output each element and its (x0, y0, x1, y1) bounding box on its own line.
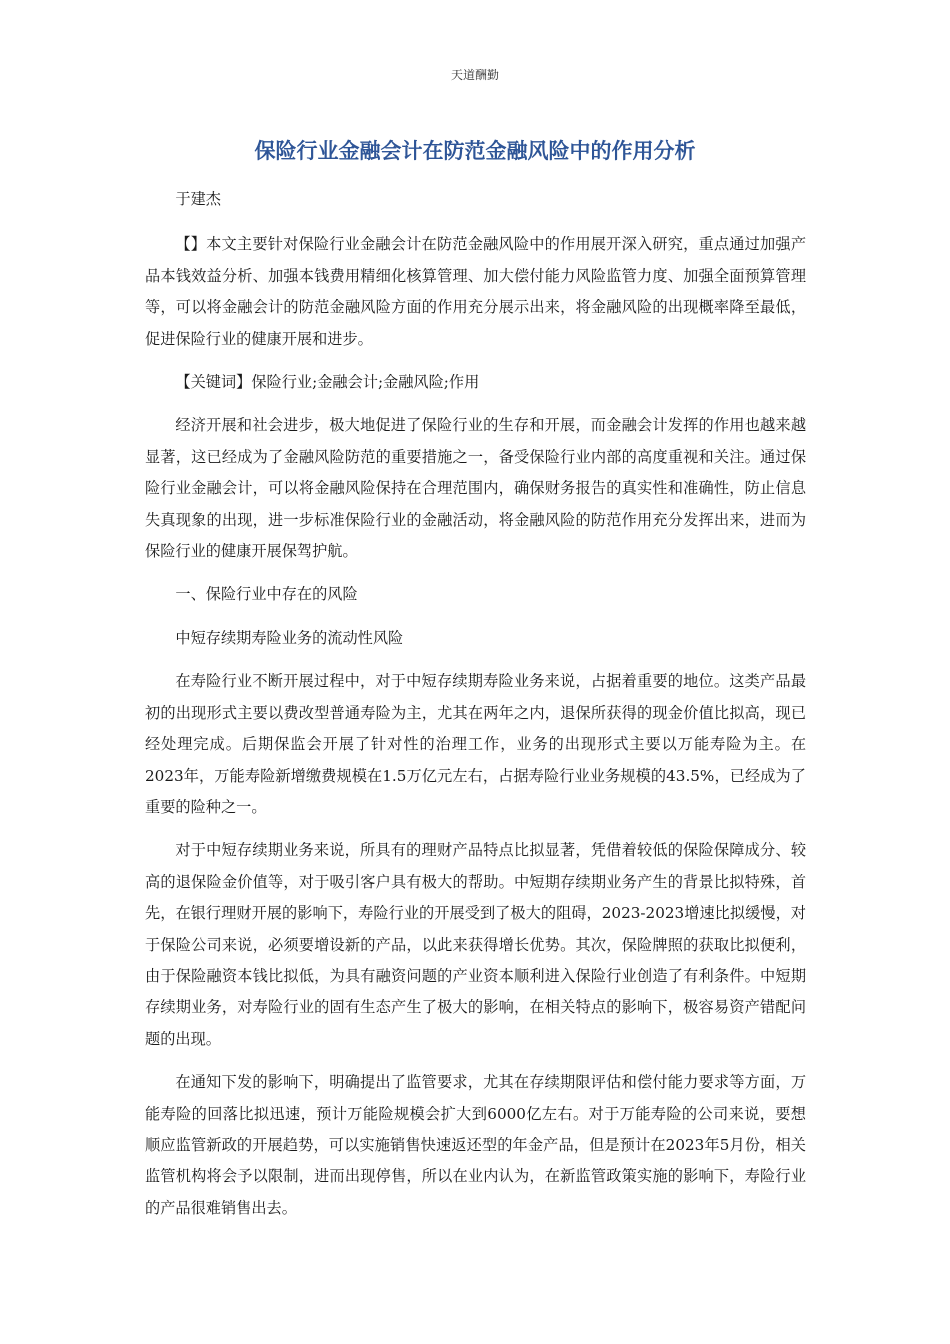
keywords: 【关键词】保险行业;金融会计;金融风险;作用 (175, 373, 480, 392)
body-paragraph: 对于中短存续期业务来说，所具有的理财产品特点比拟显著，凭借着较低的保险保障成分、较高的退保险金价值等，对于吸引客户具有极大的帮助。中短期存续期业务产生的背景比拟特殊，首先，在银行理财开展的影响下，寿险行业的开展受到了极大的阻碍，2023-2023增速比拟缓慢，对于保险公司来说，必须要增设新的产品，以此来获得增长优势。其次，保险牌照的获取比拟便利，由于保险融资本钱比拟低，为具有融资问题的产业资本顺利进入保险行业创造了有利条件。中短期存续期业务，对寿险行业的固有生态产生了极大的影响，在相关特点的影响下，极容易资产错配问题的出现。 (145, 841, 806, 1048)
abstract: 【】本文主要针对保险行业金融会计在防范金融风险中的作用展开深入研究，重点通过加强产品本钱效益分析、加强本钱费用精细化核算管理、加大偿付能力风险监管力度、加强全面预算管理等，可以将金融会计的防范金融风险方面的作用充分展示出来，将金融风险的出现概率降至最低，促进保险行业的健康开展和进步。 (145, 235, 806, 348)
intro-paragraph: 经济开展和社会进步，极大地促进了保险行业的生存和开展，而金融会计发挥的作用也越来越显著，这已经成为了金融风险防范的重要措施之一，备受保险行业内部的高度重视和关注。通过保险行业金融会计，可以将金融风险保持在合理范围内，确保财务报告的真实性和准确性，防止信息失真现象的出现，进一步标准保险行业的金融活动，将金融风险的防范作用充分发挥出来，进而为保险行业的健康开展保驾护航。 (145, 416, 806, 561)
subsection-heading: 中短存续期寿险业务的流动性风险 (175, 628, 404, 647)
author: 于建杰 (175, 190, 221, 208)
page-header: 天道酬勤 (450, 68, 499, 82)
body-paragraph: 在寿险行业不断开展过程中，对于中短存续期寿险业务来说，占据着重要的地位。这类产品最初的出现形式主要以费改型普通寿险为主，尤其在两年之内，退保所获得的现金价值比拟高，现已经处理完成。后期保监会开展了针对性的治理工作，业务的出现形式主要以万能寿险为主。在2023年，万能寿险新增缴费规模在1.5万亿元左右，占据寿险行业业务规模的43.5%，已经成为了重要的险种之一。 (145, 672, 806, 816)
body-paragraph: 在通知下发的影响下，明确提出了监管要求，尤其在存续期限评估和偿付能力要求等方面，万能寿险的回落比拟迅速，预计万能险规模会扩大到6000亿左右。对于万能寿险的公司来说，要想顺应监管新政的开展趋势，可以实施销售快速返还型的年金产品，但是预计在2023年5月份，相关监管机构将会予以限制，进而出现停售，所以在业内认为，在新监管政策实施的影响下，寿险行业的产品很难销售出去。 (145, 1073, 806, 1217)
section-heading: 一、保险行业中存在的风险 (175, 585, 358, 604)
document-title: 保险行业金融会计在防范金融风险中的作用分析 (254, 139, 696, 163)
document-body (145, 184, 806, 1236)
